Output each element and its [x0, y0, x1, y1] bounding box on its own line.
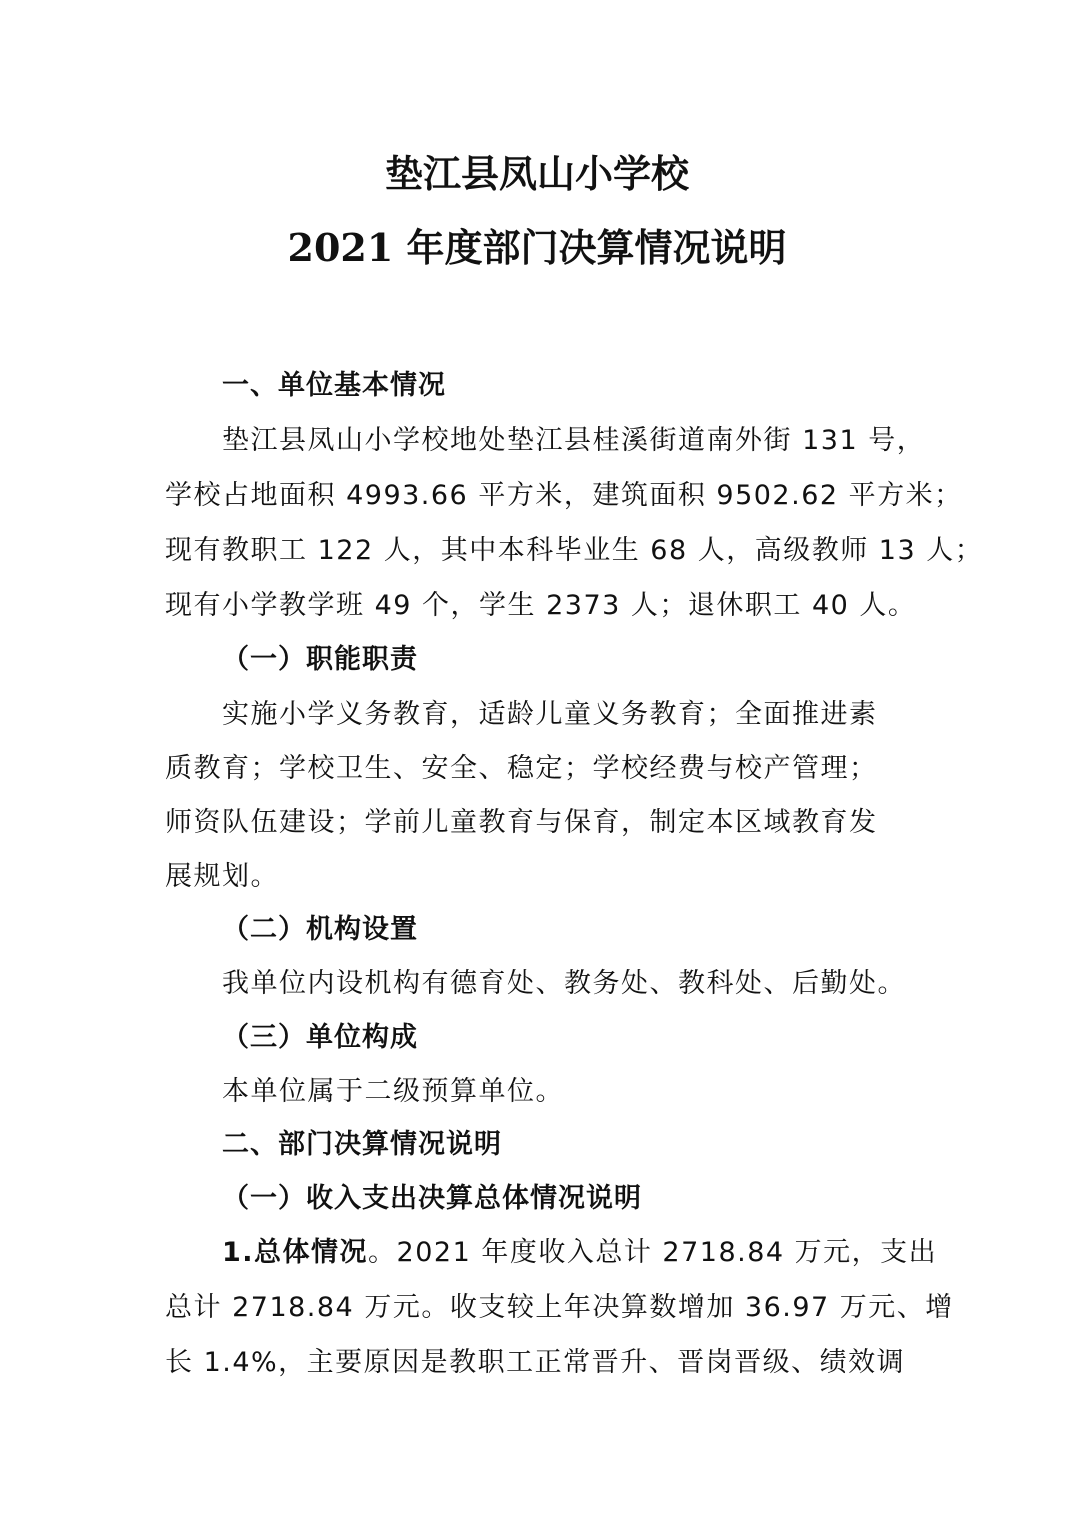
- section1-paragraph-line: 学校占地面积 4993.66 平方米，建筑面积 9502.62 平方米；: [165, 480, 963, 511]
- subsection-income-expense-heading: （一）收入支出决算总体情况说明: [222, 1183, 642, 1214]
- composition-paragraph-line: 本单位属于二级预算单位。: [222, 1076, 564, 1107]
- functions-paragraph-line: 实施小学义务教育，适龄儿童义务教育；全面推进素: [222, 699, 878, 730]
- overall-text: 。2021 年度收入总计 2718.84 万元，支出: [368, 1237, 938, 1268]
- document-title-line1: 垫江县凤山小学校: [384, 151, 689, 196]
- subsection-functions-heading: （一）职能职责: [222, 644, 418, 675]
- income-expense-paragraph-line: [222, 1235, 937, 1271]
- income-expense-paragraph-line: 长 1.4%，主要原因是教职工正常晋升、晋岗晋级、绩效调: [165, 1347, 906, 1378]
- section1-paragraph-line: 现有教职工 122 人，其中本科毕业生 68 人，高级教师 13 人；: [165, 535, 984, 566]
- section1-paragraph-line: 垫江县凤山小学校地处垫江县桂溪街道南外街 131 号，: [222, 425, 926, 456]
- document-title-line2: 2021 年度部门决算情况说明: [287, 225, 787, 270]
- organization-paragraph-line: 我单位内设机构有德育处、教务处、教科处、后勤处。: [222, 968, 906, 999]
- functions-paragraph-line: 质教育；学校卫生、安全、稳定；学校经费与校产管理；: [165, 753, 878, 784]
- subsection-organization-heading: （二）机构设置: [222, 914, 418, 945]
- section2-heading: 二、部门决算情况说明: [222, 1129, 502, 1160]
- functions-paragraph-line: 展规划。: [165, 861, 279, 892]
- section1-paragraph-line: 现有小学教学班 49 个，学生 2373 人；退休职工 40 人。: [165, 590, 917, 621]
- section1-heading: 一、单位基本情况: [222, 370, 446, 401]
- functions-paragraph-line: 师资队伍建设；学前儿童教育与保育，制定本区域教育发: [165, 807, 878, 838]
- overall-lead-text: 1.总体情况: [222, 1237, 369, 1268]
- subsection-composition-heading: （三）单位构成: [222, 1022, 418, 1053]
- income-expense-paragraph-line: 总计 2718.84 万元。收支较上年决算数增加 36.97 万元、增: [165, 1292, 954, 1323]
